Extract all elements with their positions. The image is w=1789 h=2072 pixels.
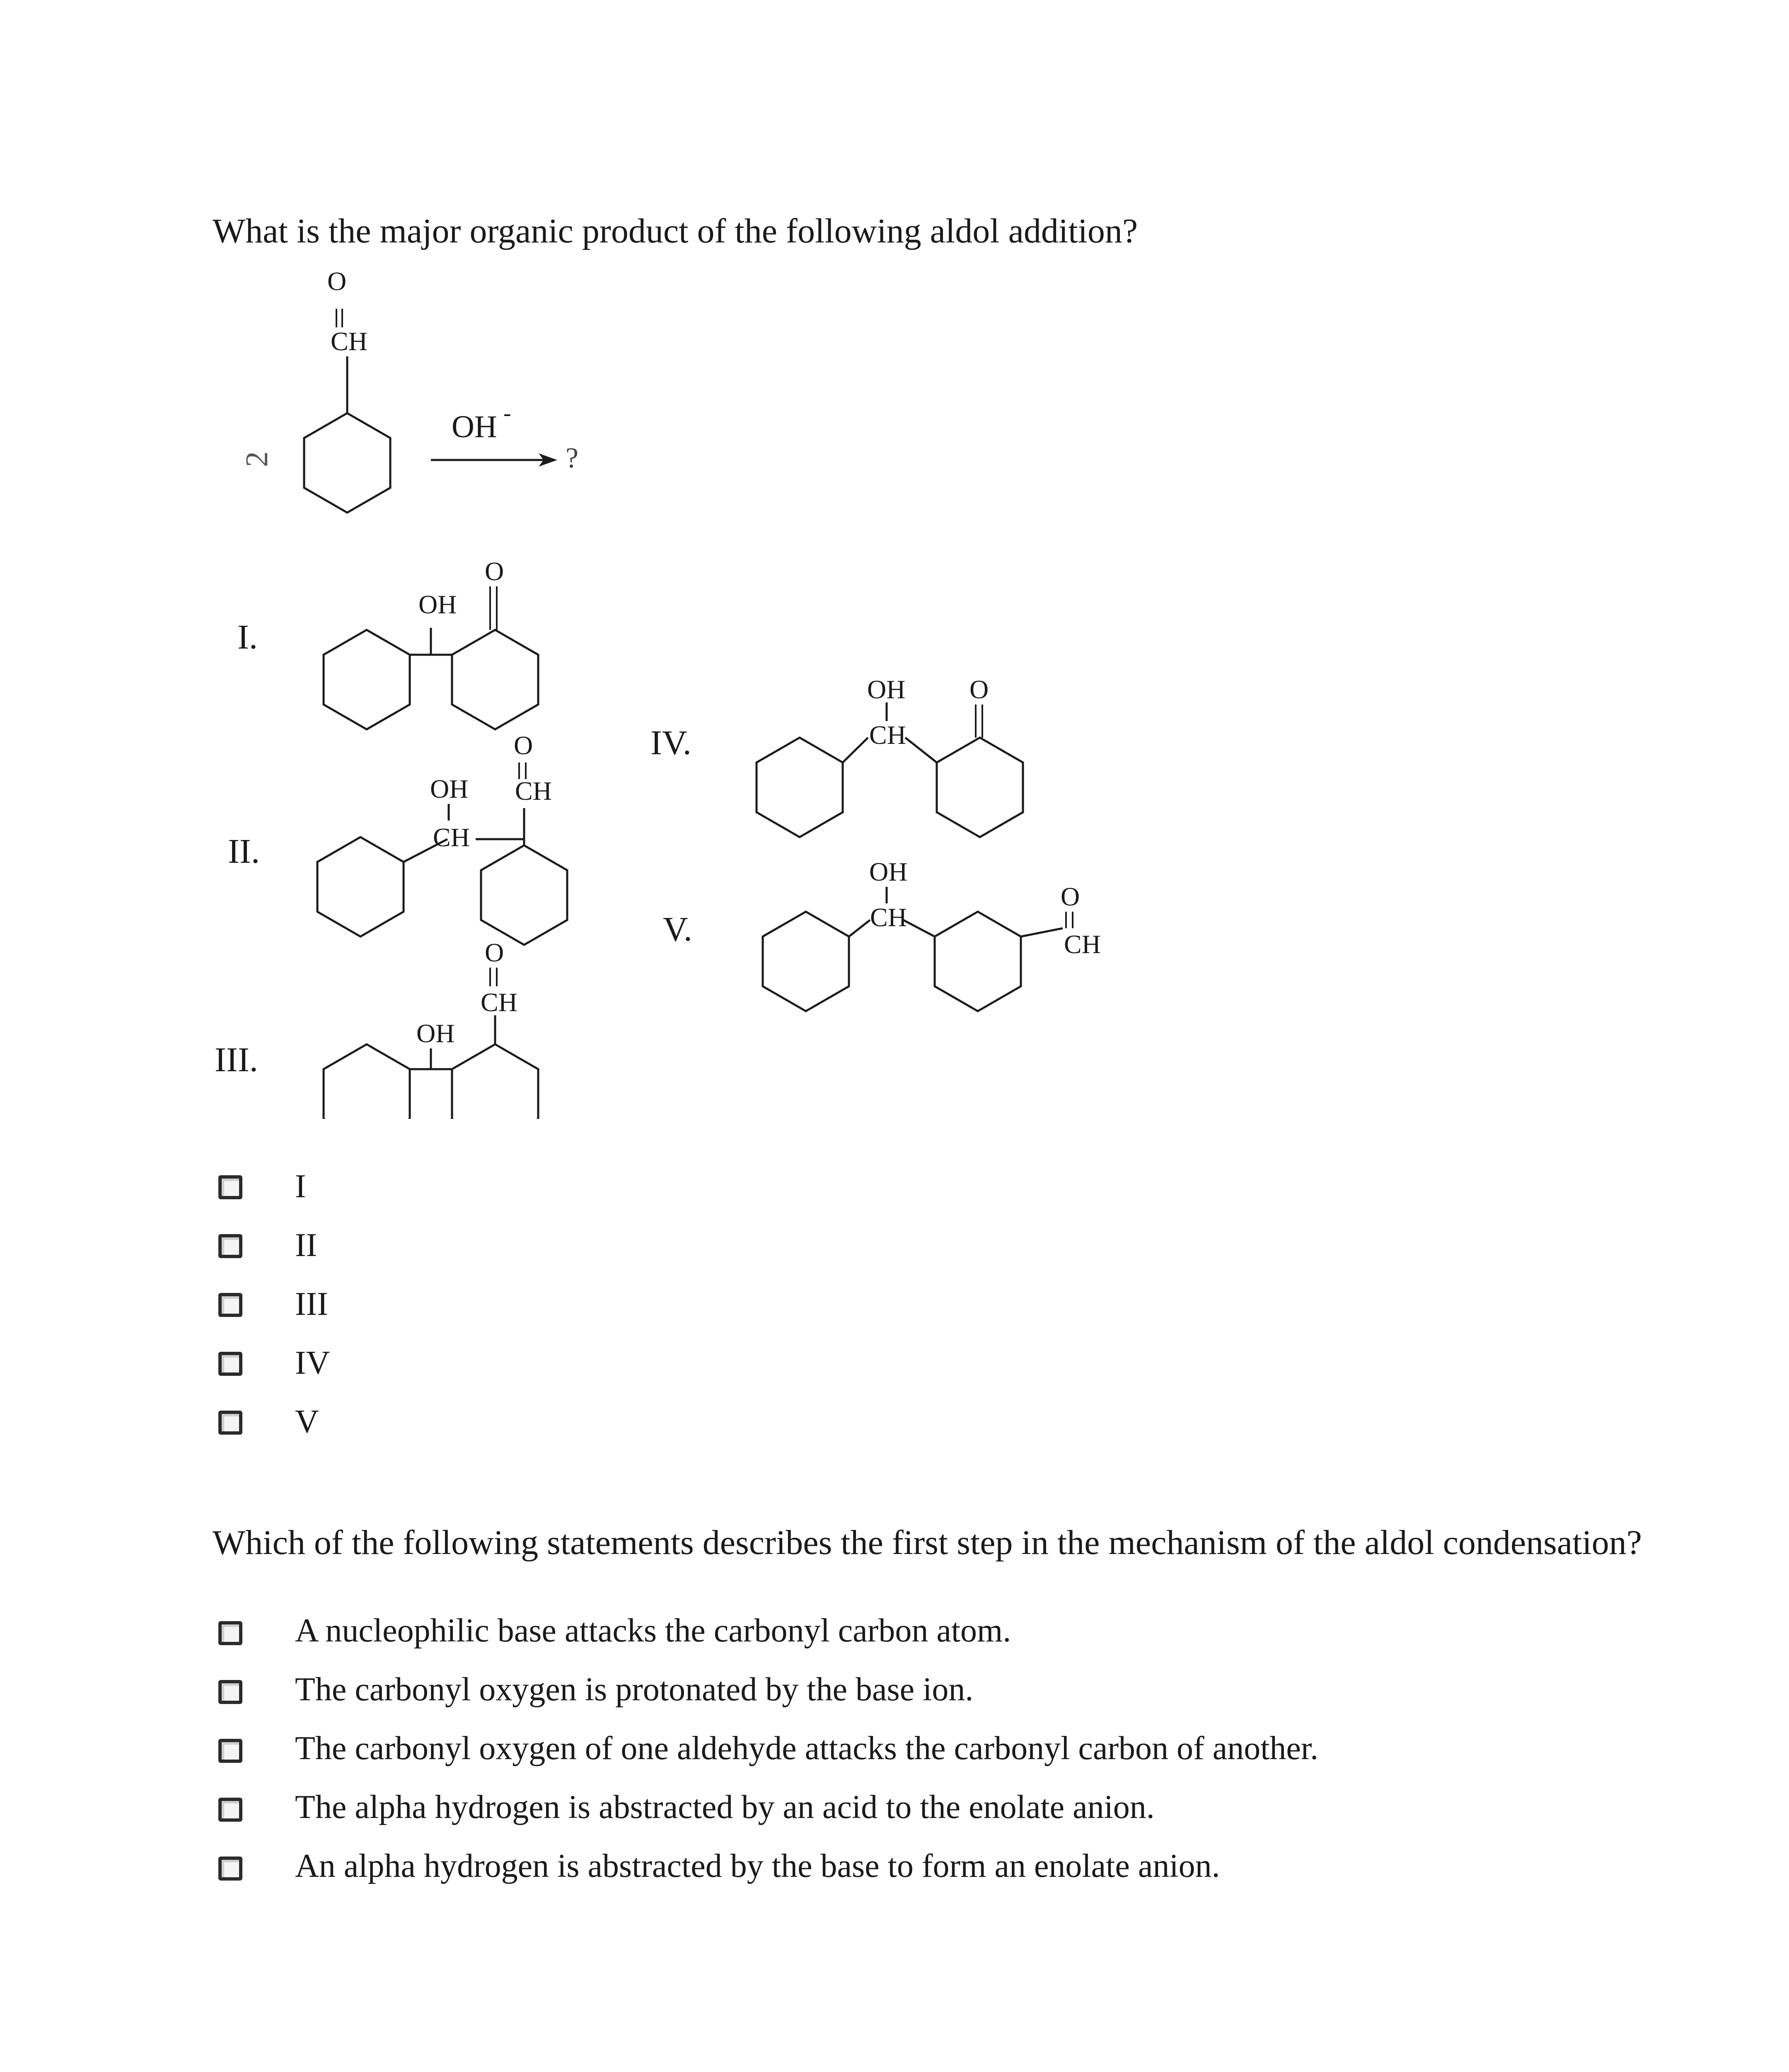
option-radio-I[interactable] [218, 1175, 242, 1199]
structure-V-ch: CH [1064, 929, 1101, 959]
structure-III-ch: CH [481, 988, 517, 1017]
option-radio-V[interactable] [218, 1411, 242, 1435]
option-radio-IV[interactable] [218, 1352, 242, 1376]
structure-II-ch: CH [515, 776, 552, 806]
question-1-prompt: What is the major organic product of the following aldol addition? [213, 212, 1138, 250]
q2-option-label-3: The carbonyl oxygen of one aldehyde attacks the carbonyl carbon of another. [295, 1730, 1319, 1767]
structure-V-label: V. [663, 910, 692, 949]
structure-V-oh: OH [869, 857, 908, 886]
q2-option-label-4: The alpha hydrogen is abstracted by an acid to the enolate anion. [295, 1789, 1155, 1825]
q2-option-radio-4[interactable] [218, 1798, 242, 1822]
structure-III [324, 938, 538, 1119]
q2-option-label-5: An alpha hydrogen is abstracted by the base to form an enolate anion. [295, 1848, 1220, 1884]
q2-option-radio-2[interactable] [218, 1680, 242, 1704]
q2-option-radio-5[interactable] [218, 1857, 242, 1881]
option-label-I: I [295, 1168, 306, 1205]
reactant-oxygen-label: O [327, 266, 347, 296]
reagent-label: OH [452, 409, 497, 444]
question-2-prompt: Which of the following statements describes the first step in the mechanism of the aldol condensation? [213, 1523, 1642, 1562]
structure-II-oh: OH [430, 774, 469, 804]
structure-II-ch-link: CH [433, 823, 470, 852]
structure-II-oxygen: O [514, 731, 533, 760]
reactant-ch-label: CH [331, 327, 367, 356]
structure-III-oh: OH [416, 1019, 455, 1048]
structure-III-oxygen: O [485, 938, 504, 967]
option-label-IV: IV [295, 1345, 330, 1381]
structure-III-label: III. [215, 1041, 258, 1079]
structure-IV-oh: OH [867, 675, 906, 704]
structure-IV-oxygen: O [969, 675, 989, 704]
structure-II-label: II. [228, 832, 260, 871]
structure-I [324, 557, 538, 729]
structure-I-oh: OH [418, 590, 457, 619]
q2-option-label-2: The carbonyl oxygen is protonated by the base ion. [295, 1671, 974, 1708]
structure-V-oxygen: O [1061, 882, 1080, 911]
structure-I-label: I. [237, 618, 258, 656]
q2-option-radio-3[interactable] [218, 1739, 242, 1763]
option-label-III: III [295, 1286, 328, 1322]
structure-I-oxygen: O [485, 557, 504, 586]
reactant-coefficient: 2 [239, 451, 274, 467]
structure-IV [757, 675, 1023, 837]
option-label-V: V [295, 1404, 319, 1440]
structure-II [317, 731, 567, 945]
structure-V-ch-link: CH [870, 903, 907, 932]
structure-V [763, 857, 1101, 1011]
structure-IV-label: IV. [650, 724, 691, 762]
reactant-aldehyde [304, 266, 390, 513]
option-radio-III[interactable] [218, 1293, 242, 1317]
q2-option-label-1: A nucleophilic base attacks the carbonyl carbon atom. [295, 1612, 1011, 1649]
q2-option-radio-1[interactable] [218, 1621, 242, 1645]
product-placeholder: ? [566, 442, 579, 474]
option-label-II: II [295, 1227, 317, 1264]
reaction-arrow [431, 453, 557, 467]
option-radio-II[interactable] [218, 1234, 242, 1258]
reagent-charge: - [503, 400, 511, 426]
structure-IV-ch-link: CH [869, 720, 906, 750]
